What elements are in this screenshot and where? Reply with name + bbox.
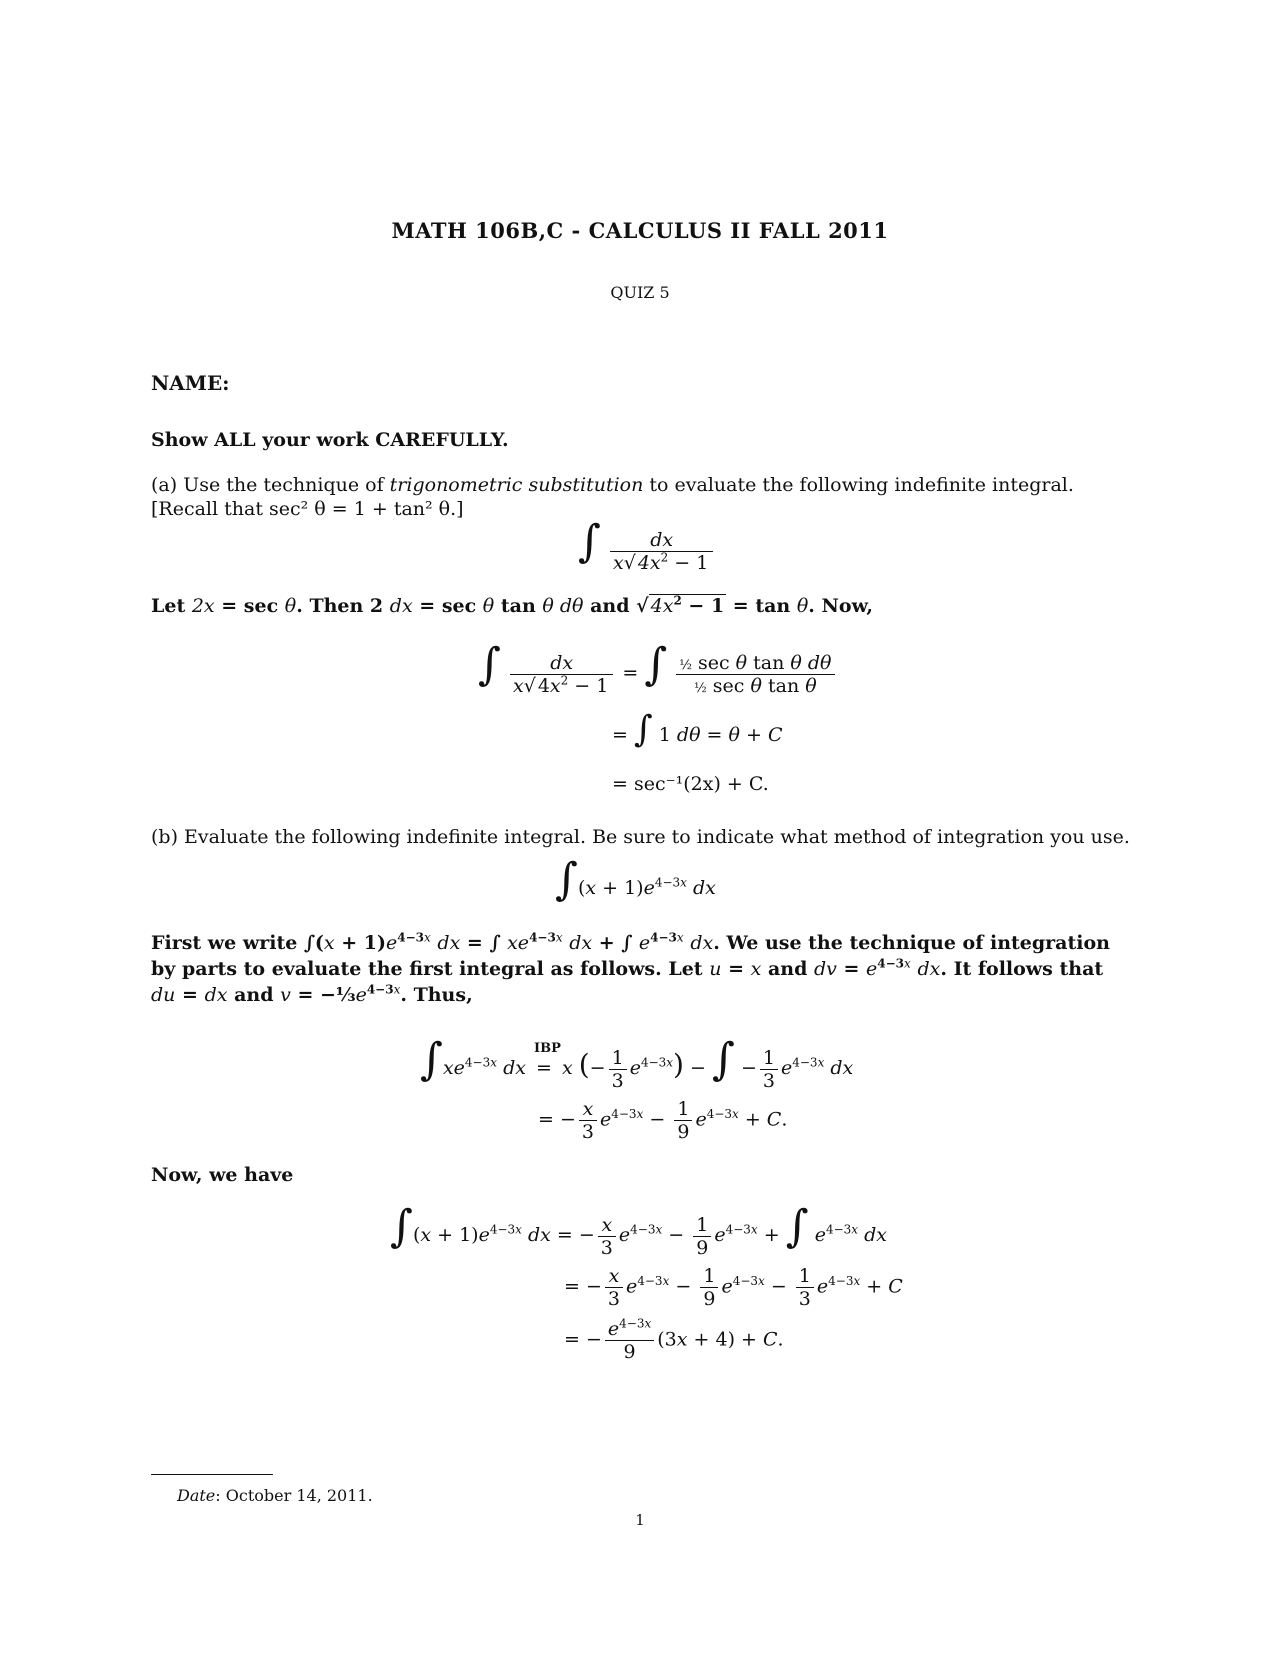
part-a-solution-intro: Let 2x = sec θ. Then 2 dx = sec θ tan θ dθ and √ $4x^2 - 1 = \tan \theta$. Now, [151,593,873,617]
part-b-integral: $\int(x + 1)e^{4-3x}$ dx [555,854,716,905]
part-b-final-line3: = − $\frac{e^{4-3x}}{9}$ (3x + 4) + C. [564,1316,784,1363]
part-a-derivation-line2: = ∫ 1 dθ = θ + C [612,709,783,750]
part-b-final-line1: $\int(x + 1)e^{4-3x}$ dx = − $\frac{x}{3}$ $e^{4-3x}$ − $\frac{1}{9}$ $e^{4-3x}$ + ∫ $e^{4-3x}$ dx [390,1201,887,1259]
page-title: MATH 106B,C - CALCULUS II FALL 2011 [391,218,889,243]
part-b-solution-intro: First we write $\int(x + 1)e^{4-3x}$ dx = ∫ $xe^{4-3x}$ dx + ∫ $e^{4-3x}$ dx. We use the technique of integration by parts to evaluate the first integral as follows. Let u = x and dv = $e^{4-3x}$ dx. It follows that du = dx and $v = -\frac{1}{3}e^{4-3x}$. Thus, [151,930,1110,1006]
date-footnote [177,1486,373,1505]
instructions: Show ALL your work CAREFULLY. [151,429,509,451]
part-a-prompt [151,473,1131,521]
part-a-prompt-emphasis: trigonometric substitution [389,474,644,496]
date-value: : October 14, 2011. [215,1486,373,1505]
part-a-prompt-start: (a) Use the technique of [151,474,384,496]
ibp-label: IBP [534,1041,561,1056]
part-a-prompt-end: to evaluate the following indefinite integral. [Recall that sec² θ = 1 + tan² θ.] [151,474,1074,520]
part-b-prompt: (b) Evaluate the following indefinite integral. Be sure to indicate what method of integration you use. [151,826,1130,848]
part-b-ibp-line1: $\int xe^{4-3x}$ dx IBP = x (− $\frac{1}{3}$ $e^{4-3x}$) − ∫ − $\frac{1}{3}$ $e^{4-3x}$ dx [420,1034,854,1092]
page-number: 1 [635,1511,645,1529]
part-b-ibp-line2: = − $\frac{x}{3}$ $e^{4-3x}$ − $\frac{1}{9}$ $e^{4-3x} + C$. [538,1098,788,1143]
footnote-rule [151,1474,273,1475]
part-a-derivation-line1: ∫ $\frac{dx}{x√ 4x^2 - 1}$ = ∫ $\frac{\text{½ sec θ tan θ dθ}}{\text{½ sec θ tan θ}}$ [478,643,838,697]
quiz-number: QUIZ 5 [610,283,670,302]
name-label: NAME: [151,371,230,395]
now-we-have: Now, we have [151,1164,294,1186]
part-b-final-line2: = − $\frac{x}{3}$ $e^{4-3x}$ − $\frac{1}{9}$ $e^{4-3x}$ − $\frac{1}{3}$ $e^{4-3x} + C$ [564,1265,903,1310]
part-a-integral: ∫ $\frac{dx}{x√ 4x^2 - 1}$ [578,520,716,574]
part-a-result: = sec⁻¹(2x) + C. [612,773,769,795]
date-label: Date [177,1486,216,1505]
